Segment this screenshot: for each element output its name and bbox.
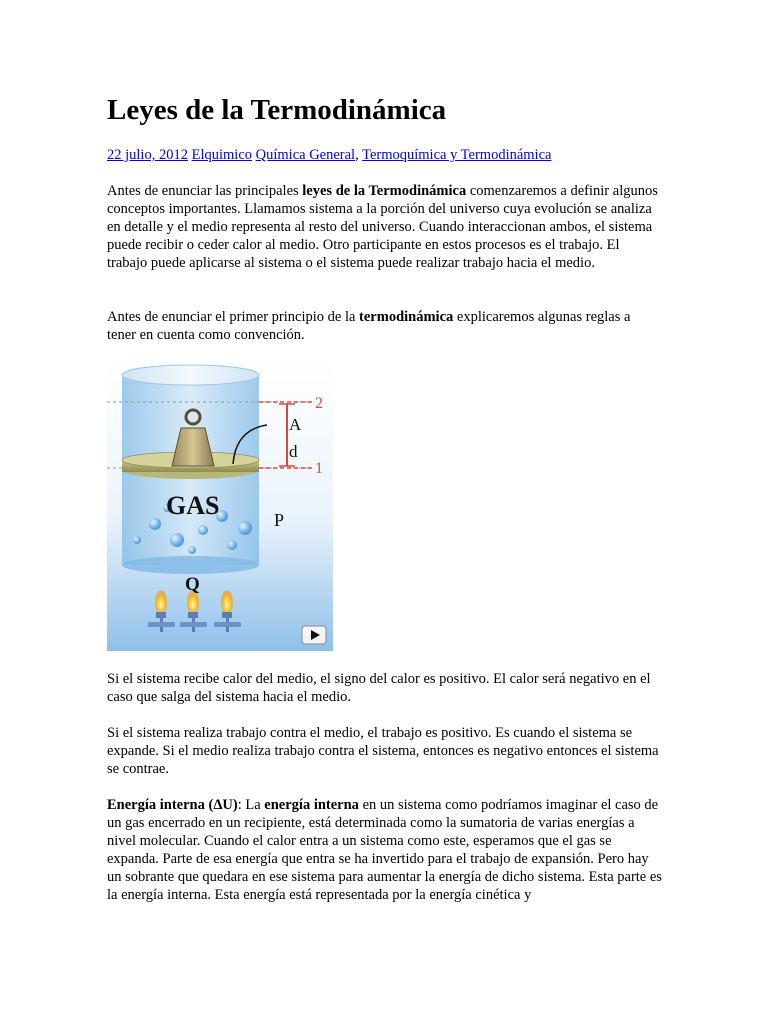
- paragraph-convention: [107, 308, 662, 344]
- thermodynamics-animation[interactable]: [107, 360, 333, 651]
- position-1-label: 1: [315, 460, 323, 477]
- text: comenzaremos a definir algunos conceptos importantes. Llamamos sistema a la porción del universo cuya evolución se analiza en detalle y el medio representa al resto del universo. Cuando interaccionan ambos, el sistema puede recibir o ceder calor al medio. Otro participante en estos procesos es el trabajo. El trabajo puede aplicarse al sistema o el sistema puede realizar trabajo hacia el medio.: [107, 183, 658, 271]
- author-link[interactable]: Elquimico: [191, 147, 253, 163]
- distance-label: d: [289, 442, 298, 461]
- text: explicaremos algunas reglas a tener en cuenta como convención.: [107, 309, 631, 343]
- text: en un sistema como podríamos imaginar el caso de un gas encerrado en un recipiente, está determinada como la sumatoria de varias energías a nivel molecular. Cuando el calor entra a un sistema como este, esperamos que el gas se expanda. Parte de esa energía que entra se ha invertido para el trabajo de expansión. Pero hay un sobrante que quedara en ese sistema para aumentar la energía de dicho sistema. Esta parte es la energía interna. Esta energía está representada por la energía cinética y: [107, 797, 662, 903]
- paragraph-intro: [107, 182, 662, 272]
- bold-text: leyes de la Termodinámica: [302, 183, 467, 199]
- text: Antes de enunciar el primer principio de la: [107, 309, 360, 325]
- text: : La: [237, 797, 265, 813]
- category-link-termoquimica[interactable]: Termoquímica y Termodinámica: [362, 147, 552, 163]
- post-meta: [107, 146, 551, 164]
- gas-cylinder-illustration: [107, 360, 333, 651]
- paragraph-work-sign: Si el sistema realiza trabajo contra el medio, el trabajo es positivo. Es cuando el sistema se expande. Si el medio realiza trabajo contra el sistema, entonces es negativo entonces el sistema se contrae.: [107, 725, 659, 777]
- category-separator: ,: [355, 147, 363, 163]
- page-title: Leyes de la Termodinámica: [107, 94, 447, 126]
- position-2-label: 2: [315, 395, 323, 412]
- play-button[interactable]: [302, 626, 326, 644]
- paragraph-heat-sign: Si el sistema recibe calor del medio, el signo del calor es positivo. El calor será negativo en el caso que salga del sistema hacia el medio.: [107, 671, 651, 705]
- pressure-label: P: [274, 510, 285, 530]
- area-label: A: [289, 415, 302, 434]
- heat-label: Q: [185, 574, 200, 595]
- bold-text: energía interna: [264, 797, 359, 813]
- gas-label: GAS: [166, 491, 220, 520]
- text: Antes de enunciar las principales: [107, 183, 303, 199]
- category-link-quimica-general[interactable]: Química General: [255, 147, 356, 163]
- bold-text: Energía interna (ΔU): [107, 797, 238, 813]
- date-link[interactable]: 22 julio, 2012: [107, 147, 188, 163]
- paragraph-internal-energy: [107, 796, 662, 904]
- bold-text: termodinámica: [359, 309, 454, 325]
